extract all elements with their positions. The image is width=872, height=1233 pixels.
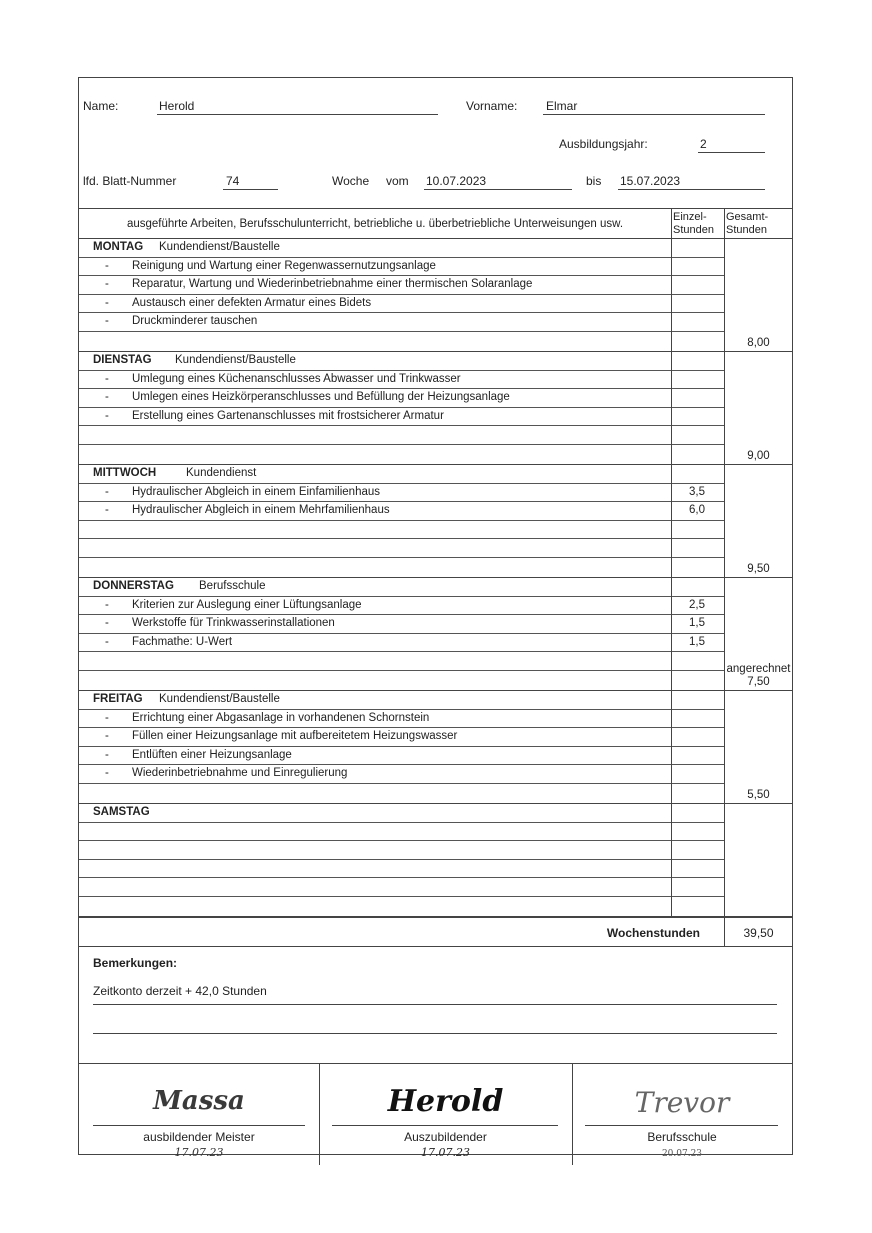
task-row <box>79 313 724 332</box>
vorname-value: Elmar <box>546 99 578 113</box>
day-name: MITTWOCH <box>93 467 157 479</box>
task-row <box>79 521 724 540</box>
task-row <box>79 539 724 558</box>
day-name: DIENSTAG <box>93 354 152 366</box>
day-total <box>725 337 792 350</box>
day-block-freitag <box>79 691 792 804</box>
day-block-samstag <box>79 804 792 917</box>
signature-meister-line <box>93 1125 305 1126</box>
signature-berufsschule <box>572 1064 792 1165</box>
einzel-column-divider <box>671 804 672 916</box>
ausbildungsjahr-underline <box>698 152 765 153</box>
weekly-hours-label: Wochenstunden <box>606 926 700 940</box>
day-total <box>725 563 792 576</box>
remarks-underline-2 <box>93 1033 777 1034</box>
task-row <box>79 784 724 803</box>
task-bullet: - <box>105 711 109 724</box>
table-header <box>79 208 792 239</box>
task-row <box>79 841 724 860</box>
day-total <box>725 663 792 689</box>
day-total <box>725 789 792 802</box>
task-row <box>79 371 724 390</box>
day-block-dienstag <box>79 352 792 465</box>
remarks-line1: Zeitkonto derzeit + 42,0 Stunden <box>93 984 267 998</box>
day-title-row <box>79 804 724 823</box>
task-row <box>79 597 724 616</box>
task-hours: 1,5 <box>689 635 705 648</box>
work-column-header: ausgeführte Arbeiten, Berufsschulunterricht, betriebliche u. überbetriebliche Unterweisungen usw. <box>126 217 624 230</box>
name-label: Name: <box>83 99 119 113</box>
day-type: Kundendienst/Baustelle <box>159 241 280 253</box>
task-bullet: - <box>105 296 109 309</box>
task-text: Umlegen eines Heizkörperanschlusses und Befüllung der Heizungsanlage <box>132 391 510 404</box>
task-bullet: - <box>105 409 109 422</box>
gesamt-column-divider <box>724 691 725 803</box>
remarks-section <box>79 947 792 1064</box>
gesamt-header-line2: Stunden <box>726 224 767 236</box>
task-row <box>79 445 724 464</box>
woche-label: Woche <box>332 174 370 188</box>
vom-label: vom <box>386 174 409 188</box>
vom-underline <box>424 189 572 190</box>
task-row <box>79 484 724 503</box>
day-total-value: 7,50 <box>747 676 770 688</box>
day-block-montag <box>79 239 792 352</box>
task-hours: 1,5 <box>689 617 705 630</box>
einzel-column-header <box>671 209 723 238</box>
day-type: Kundendienst/Baustelle <box>175 354 296 366</box>
day-total-value: 8,00 <box>747 337 770 349</box>
vorname-label: Vorname: <box>466 99 518 113</box>
signature-berufsschule-line <box>585 1125 778 1126</box>
task-text: Hydraulischer Abgleich in einem Mehrfamilienhaus <box>132 504 390 517</box>
task-row <box>79 558 724 577</box>
gesamt-column-divider <box>724 804 725 916</box>
task-row <box>79 897 724 916</box>
blatt-nummer-label: lfd. Blatt-Nummer <box>83 174 177 188</box>
vom-value: 10.07.2023 <box>426 174 487 188</box>
signature-auszubildender-role: Auszubildender <box>404 1130 487 1144</box>
weekly-hours-row <box>79 917 792 947</box>
task-row <box>79 671 724 690</box>
task-text: Erstellung eines Gartenanschlusses mit frostsicherer Armatur <box>132 409 444 422</box>
day-block-mittwoch <box>79 465 792 578</box>
task-row <box>79 823 724 842</box>
signature-berufsschule-role: Berufsschule <box>647 1130 717 1144</box>
task-row <box>79 615 724 634</box>
day-total-value: 9,00 <box>747 450 770 462</box>
einzel-column-divider <box>671 239 672 351</box>
day-type: Kundendienst/Baustelle <box>159 693 280 705</box>
task-bullet: - <box>105 598 109 611</box>
task-bullet: - <box>105 504 109 517</box>
gesamt-column-divider <box>724 239 725 351</box>
task-text: Füllen einer Heizungsanlage mit aufbereitetem Heizungswasser <box>132 730 458 743</box>
task-bullet: - <box>105 485 109 498</box>
task-row <box>79 728 724 747</box>
weekly-hours-value: 39,50 <box>743 926 774 940</box>
task-text: Austausch einer defekten Armatur eines Bidets <box>132 296 372 309</box>
task-row <box>79 295 724 314</box>
name-underline <box>157 114 438 115</box>
einzel-column-divider <box>671 691 672 803</box>
signature-berufsschule-handwriting: Trevor <box>634 1086 730 1119</box>
day-name: FREITAG <box>93 693 143 705</box>
signature-auszubildender-date: 17.07.23 <box>421 1146 470 1159</box>
ausbildungsjahr-label: Ausbildungsjahr: <box>559 137 648 151</box>
task-row <box>79 878 724 897</box>
signature-meister-date: 17.07.23 <box>174 1146 224 1159</box>
task-text: Reparatur, Wartung und Wiederinbetriebnahme einer thermischen Solaranlage <box>132 278 533 291</box>
einzel-column-divider <box>671 465 672 577</box>
day-title-row <box>79 239 724 258</box>
day-name: SAMSTAG <box>93 806 150 818</box>
day-total-note: angerechnet <box>726 663 791 675</box>
day-title-row <box>79 352 724 371</box>
day-name: MONTAG <box>93 241 144 253</box>
task-text: Druckminderer tauschen <box>132 315 258 328</box>
day-blocks <box>79 239 792 917</box>
day-title-row <box>79 691 724 710</box>
vorname-underline <box>543 114 765 115</box>
signature-section <box>79 1064 792 1165</box>
day-type: Berufsschule <box>199 580 266 592</box>
task-bullet: - <box>105 730 109 743</box>
bis-underline <box>618 189 765 190</box>
remarks-label: Bemerkungen: <box>93 956 178 970</box>
blatt-nummer-value: 74 <box>226 174 240 188</box>
task-bullet: - <box>105 259 109 272</box>
day-type: Kundendienst <box>186 467 257 479</box>
day-total <box>725 450 792 463</box>
task-row <box>79 634 724 653</box>
task-bullet: - <box>105 278 109 291</box>
task-row <box>79 408 724 427</box>
task-row <box>79 276 724 295</box>
task-row <box>79 389 724 408</box>
einzel-header-line1: Einzel- <box>673 211 707 223</box>
signature-meister <box>79 1064 319 1165</box>
task-row <box>79 332 724 351</box>
task-text: Reinigung und Wartung einer Regenwassernutzungsanlage <box>132 259 436 272</box>
day-total-value: 9,50 <box>747 563 770 575</box>
task-text: Kriterien zur Auslegung einer Lüftungsanlage <box>132 598 362 611</box>
einzel-header-line2: Stunden <box>673 224 714 236</box>
signature-meister-handwriting: Massa <box>153 1086 245 1116</box>
task-text: Fachmathe: U-Wert <box>132 635 233 648</box>
task-bullet: - <box>105 315 109 328</box>
einzel-column-divider <box>671 578 672 690</box>
gesamt-column-divider <box>724 465 725 577</box>
bis-value: 15.07.2023 <box>620 174 681 188</box>
name-value: Herold <box>159 99 195 113</box>
day-block-donnerstag <box>79 578 792 691</box>
bis-label: bis <box>586 174 602 188</box>
ausbildungsjahr-value: 2 <box>700 137 707 151</box>
signature-auszubildender-handwriting: Herold <box>387 1084 504 1119</box>
day-total-value: 5,50 <box>747 789 770 801</box>
signature-meister-role: ausbildender Meister <box>143 1130 255 1144</box>
task-bullet: - <box>105 748 109 761</box>
day-name: DONNERSTAG <box>93 580 174 592</box>
task-hours: 3,5 <box>689 485 705 498</box>
task-row <box>79 747 724 766</box>
task-row <box>79 710 724 729</box>
task-row <box>79 502 724 521</box>
task-text: Umlegung eines Küchenanschlusses Abwasser und Trinkwasser <box>132 372 461 385</box>
task-text: Hydraulischer Abgleich in einem Einfamilienhaus <box>132 485 381 498</box>
gesamt-header-line1: Gesamt- <box>726 211 769 223</box>
blatt-nummer-underline <box>223 189 278 190</box>
task-hours: 2,5 <box>689 598 705 611</box>
task-text: Werkstoffe für Trinkwasserinstallationen <box>132 617 335 630</box>
signature-auszubildender-line <box>332 1125 558 1126</box>
task-row <box>79 860 724 879</box>
task-text: Wiederinbetriebnahme und Einregulierung <box>132 767 348 780</box>
activity-table <box>79 208 792 1165</box>
task-bullet: - <box>105 617 109 630</box>
task-bullet: - <box>105 372 109 385</box>
task-row <box>79 765 724 784</box>
gesamt-column-divider <box>724 352 725 464</box>
task-row <box>79 258 724 277</box>
day-title-row <box>79 578 724 597</box>
task-bullet: - <box>105 391 109 404</box>
task-bullet: - <box>105 635 109 648</box>
task-row <box>79 426 724 445</box>
task-hours: 6,0 <box>689 504 705 517</box>
task-text: Entlüften einer Heizungsanlage <box>132 748 292 761</box>
signature-auszubildender <box>319 1064 572 1165</box>
task-row <box>79 652 724 671</box>
remarks-underline-1 <box>93 1004 777 1005</box>
signature-berufsschule-date: 20.07.23 <box>661 1149 703 1159</box>
task-text: Errichtung einer Abgasanlage in vorhandenen Schornstein <box>132 711 430 724</box>
task-bullet: - <box>105 767 109 780</box>
einzel-column-divider <box>671 352 672 464</box>
gesamt-column-header <box>724 209 792 238</box>
day-title-row <box>79 465 724 484</box>
report-sheet <box>78 77 793 1159</box>
